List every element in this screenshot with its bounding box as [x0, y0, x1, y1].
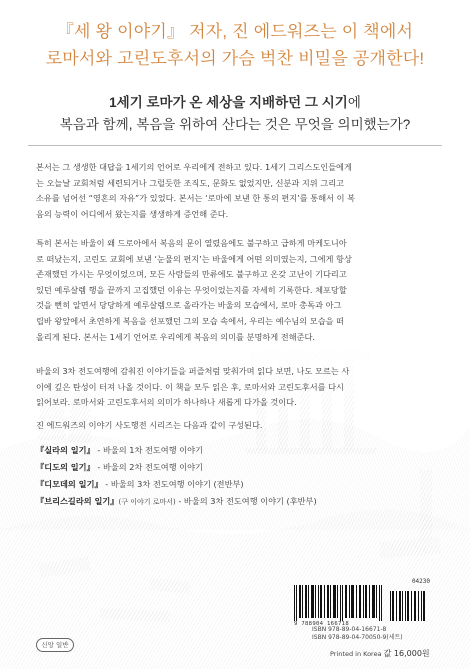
isbn-block: [312, 626, 403, 642]
paragraph-line: 것을 뻔히 알면서 당당하게 예루살렘으로 올라가는 바울의 모습에서, 로마 총독과 아그: [36, 300, 342, 311]
series-item: [36, 493, 434, 511]
series-note: (구 이야기 로마서): [118, 498, 176, 506]
paragraph-intro: [36, 160, 434, 222]
series-desc: - 바울의 3차 전도여행 이야기 (전반부): [102, 479, 244, 489]
barcode-bars: [294, 585, 434, 621]
paragraph-line: 본서는 그 생생한 대답을 1세기의 언어로 우리에게 전하고 있다. 1세기 그리스도인들에게: [36, 162, 352, 172]
paragraph-line: 로 떠났는지, 고린도 교회에 보낸 ‘눈물의 편지’는 바울에게 어떤 의미였는지, 그에게 항상: [36, 253, 352, 264]
subheadline-line-2: 복음과 함께, 복음을 위하여 산다는 것은 무엇을 의미했는가?: [59, 117, 411, 132]
series-list: [36, 442, 434, 511]
paragraph-line: 있던 예루살렘 행을 끝까지 고집했던 이유는 무엇이었는지를 자세히 기록한다. 체포당할: [36, 284, 347, 295]
category-badge: 신앙 일반: [36, 638, 74, 652]
series-desc: - 바울의 3차 전도여행 이야기 (후반부): [175, 496, 317, 506]
paragraph-line: 특히 본서는 바울이 왜 드로아에서 복음의 문이 열렸음에도 불구하고 급하게 마케도니아: [36, 238, 347, 248]
paragraph-line: 바울의 3차 전도여행에 감춰진 이야기들을 퍼즐처럼 맞춰가며 읽다 보면, 나도 모르는 사: [36, 366, 350, 376]
printed-and-price: [330, 648, 430, 659]
isbn-line: ISBN 978-89-04-16671-8: [312, 626, 387, 633]
paragraph-details: [36, 236, 434, 345]
series-title: 『실라의 일기』: [36, 445, 95, 455]
paragraph-line: 립바 왕앞에서 초연하게 복음을 선포했던 그의 모습 속에서, 우리는 예수님의 모습을 떠: [36, 315, 345, 326]
paragraph-reading: [36, 364, 434, 411]
isbn-set-line: ISBN 978-89-04-70050-9(세트): [312, 634, 403, 641]
subheadline-line-1: [0, 92, 470, 114]
series-title: 『디도의 일기』: [36, 462, 95, 472]
series-desc: - 바울의 1차 전도여행 이야기: [94, 445, 203, 455]
subheadline-suffix: 에: [347, 95, 361, 110]
series-desc: - 바울의 2차 전도여행 이야기: [94, 462, 203, 472]
paragraph-line: 올리게 된다. 본서는 1세기 언어로 우리에게 복음의 의미를 분명하게 전해준다.: [36, 331, 316, 342]
series-item: [36, 476, 434, 493]
subheadline: [0, 92, 470, 136]
headline: [0, 18, 470, 72]
series-item: [36, 459, 434, 476]
price-label: 값 16,000원: [383, 649, 430, 658]
series-item: [36, 442, 434, 459]
subheadline-emphasis: 1세기 로마가 온 세상을 지배하던 그 시기: [109, 95, 348, 110]
paragraph-line: 이에 깊은 탄성이 터져 나올 것이다. 이 책을 모두 읽은 후, 로마서와 고린도후서를 다시: [36, 381, 344, 392]
paragraph-line: 소유를 넘어선 “영혼의 자유”가 있었다. 본서는 ‘로마에 보낸 한 통의 편지’를 통해서 이 복: [36, 193, 356, 204]
paragraph-line: 존재했던 가시는 무엇이었으며, 모든 사람들의 만류에도 불구하고 온갖 고난이 기다리고: [36, 269, 347, 280]
barcode-addon-number: 04230: [411, 578, 430, 585]
section-divider: [28, 145, 442, 146]
paragraph-line: 읽어보라. 로마서와 고린도후서의 의미가 하나하나 새롭게 다가올 것이다.: [36, 397, 297, 408]
printed-in-label: Printed in Korea: [330, 650, 382, 658]
paragraph-line: 진 에드워즈의 이야기 사도행전 시리즈는 다음과 같이 구성된다.: [36, 420, 263, 430]
paragraph-line: 는 오늘날 교회처럼 세련되거나 그럴듯한 조직도, 문화도 없었지만, 신분과 지위 그리고: [36, 177, 345, 188]
paragraph-line: 음의 능력이 어디에서 왔는지를 생생하게 증언해 준다.: [36, 208, 229, 219]
barcode-digits: 9 788904 166718: [294, 621, 350, 627]
paragraph-series-intro: [36, 418, 434, 434]
series-title: 『브리스길라의 일기』: [36, 496, 119, 506]
headline-line-2: 로마서와 고린도후서의 가슴 벅찬 비밀을 공개한다!: [45, 49, 425, 68]
headline-line-1: 『세 왕 이야기』 저자, 진 에드워즈는 이 책에서: [56, 22, 414, 41]
series-title: 『디모데의 일기』: [36, 479, 103, 489]
